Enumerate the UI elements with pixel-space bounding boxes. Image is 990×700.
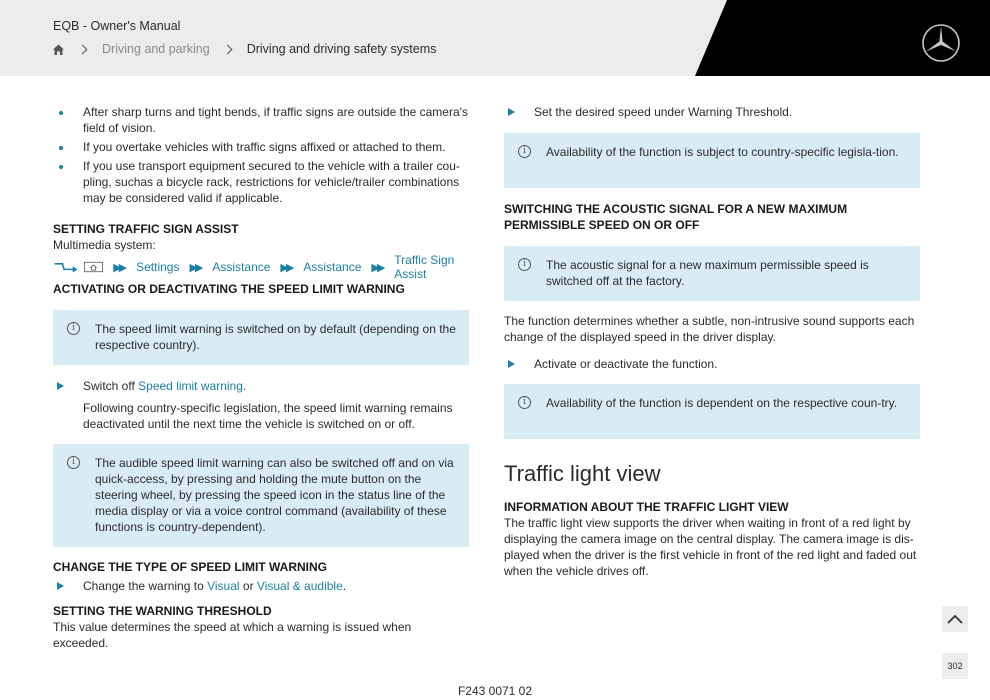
menu-path-settings[interactable]: Settings <box>136 260 180 274</box>
step-text: Switch off <box>83 379 135 393</box>
info-icon: i <box>518 396 531 409</box>
menu-path <box>53 253 469 281</box>
instruction-step <box>504 104 920 120</box>
info-icon: i <box>518 145 531 158</box>
scroll-to-top-button[interactable] <box>942 606 968 632</box>
menu-path-arrow-icon <box>53 260 78 274</box>
breadcrumb <box>52 42 436 56</box>
double-arrow-icon: ▶▶ <box>280 261 292 274</box>
step-arrow-icon <box>57 582 64 590</box>
info-box <box>53 310 469 365</box>
menu-path-traffic-sign-assist[interactable]: Traffic Sign Assist <box>394 253 455 281</box>
step-text: Activate or deactivate the function. <box>534 357 718 371</box>
double-arrow-icon: ▶▶ <box>189 261 201 274</box>
list-item: After sharp turns and tight bends, if traffic signs are outside the camera's field of vision. <box>53 104 469 136</box>
menu-path-assistance[interactable]: Assistance <box>212 260 271 274</box>
threshold-text: This value determines the speed at which a warning is issued when exceeded. <box>53 620 412 650</box>
info-icon: i <box>67 322 80 335</box>
info-box <box>504 384 920 439</box>
info-box <box>53 444 469 547</box>
info-text: The audible speed limit warning can also be switched off and on via quick-access, by pressing and holding the mute button on the steering wheel, by pressing the speed icon in the status line of the media display or via a voice control command (availability of these functions is country-dependent). <box>95 456 454 534</box>
step-text-suffix: . <box>342 579 347 593</box>
page-number: 302 <box>947 661 963 671</box>
menu-path-assistance-sub[interactable]: Assistance <box>303 260 362 274</box>
chevron-right-icon <box>222 44 232 54</box>
instruction-step <box>53 578 469 594</box>
instruction-step <box>53 378 469 394</box>
step-text: Set the desired speed under Warning Threshold. <box>534 105 793 119</box>
activating-heading: ACTIVATING OR DEACTIVATING THE SPEED LIMIT WARNING <box>53 282 405 296</box>
step-text: Change the warning to <box>83 579 204 593</box>
chevron-up-icon <box>947 614 963 624</box>
section-title: Traffic light view <box>504 461 661 486</box>
setting-heading: SETTING TRAFFIC SIGN ASSIST <box>53 222 239 236</box>
double-arrow-icon: ▶▶ <box>113 261 125 274</box>
speed-limit-warning-link[interactable]: Speed limit warning <box>138 379 243 393</box>
header-bar <box>0 0 990 76</box>
step-text-suffix: . <box>242 379 247 393</box>
visual-link[interactable]: Visual <box>207 579 240 593</box>
threshold-heading: SETTING THE WARNING THRESHOLD <box>53 604 272 618</box>
chevron-right-icon <box>78 44 88 54</box>
info-text: Availability of the function is dependent on the respective coun-try. <box>546 396 898 410</box>
breadcrumb-item-driving-and-parking[interactable]: Driving and parking <box>102 42 210 56</box>
traffic-light-heading: INFORMATION ABOUT THE TRAFFIC LIGHT VIEW <box>504 500 789 514</box>
step-arrow-icon <box>508 360 515 368</box>
traffic-light-text: The traffic light view supports the driver when waiting in front of a red light by displaying the camera image on the central display. The camera image is dis-played when the driver is the first vehicle in front of the red light and faded out when the vehicle drives off. <box>504 516 917 578</box>
step-arrow-icon <box>57 382 64 390</box>
acoustic-signal-heading: SWITCHING THE ACOUSTIC SIGNAL FOR A NEW MAXIMUM PERMISSIBLE SPEED ON OR OFF <box>504 202 848 232</box>
info-text: The acoustic signal for a new maximum permissible speed is switched off at the factory. <box>546 258 869 288</box>
step-arrow-icon <box>508 108 515 116</box>
mercedes-star-logo-icon <box>921 23 961 63</box>
left-column <box>53 104 469 651</box>
double-arrow-icon: ▶▶ <box>371 261 383 274</box>
home-screen-icon <box>84 260 103 274</box>
step-text-mid: or <box>242 579 254 593</box>
page-number-button[interactable] <box>942 653 968 679</box>
change-type-heading: CHANGE THE TYPE OF SPEED LIMIT WARNING <box>53 560 328 574</box>
condition-list <box>53 104 469 206</box>
info-text: Availability of the function is subject to country-specific legisla-tion. <box>546 145 899 159</box>
instruction-step <box>504 356 920 372</box>
multimedia-label: Multimedia system: <box>53 238 156 252</box>
info-icon: i <box>518 258 531 271</box>
manual-title: EQB - Owner's Manual <box>53 19 181 33</box>
figure-code: F243 0071 02 <box>457 684 533 698</box>
visual-and-audible-link[interactable]: Visual & audible <box>256 579 343 593</box>
home-icon[interactable] <box>52 43 65 56</box>
breadcrumb-item-current: Driving and driving safety systems <box>246 42 437 56</box>
info-box <box>504 133 920 188</box>
info-text: The speed limit warning is switched on by default (depending on the respective country). <box>95 322 456 352</box>
step-detail: Following country-specific legislation, the speed limit warning remains deactivated until the next time the vehicle is switched on or off. <box>83 401 453 431</box>
list-item: If you overtake vehicles with traffic signs affixed or attached to them. <box>53 139 469 155</box>
right-column <box>504 104 920 579</box>
info-icon: i <box>67 456 80 469</box>
function-description: The function determines whether a subtle, non-intrusive sound supports each change of the displayed speed in the driver display. <box>504 314 915 344</box>
list-item: If you use transport equipment secured to the vehicle with a trailer cou-pling, suchas a bicycle rack, restrictions for vehicle/trailer combinations may be considered valid if applicable. <box>53 158 469 206</box>
info-box <box>504 246 920 301</box>
